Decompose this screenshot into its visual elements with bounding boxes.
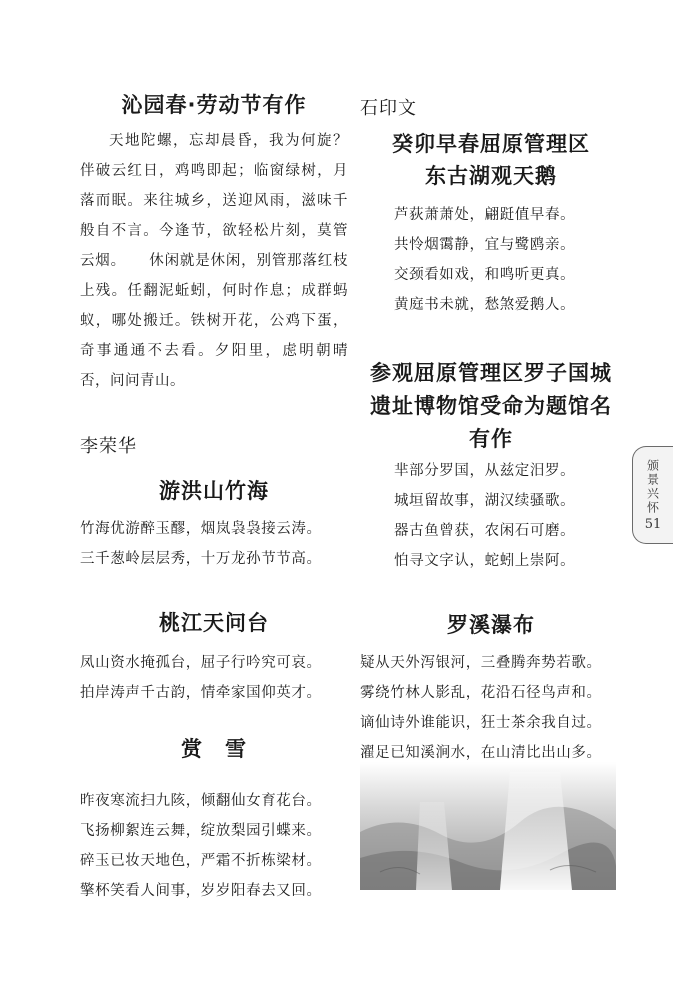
author-shi-yinwen: 石印文 bbox=[360, 98, 417, 119]
section-side-tab bbox=[632, 446, 673, 544]
poem-title-luozi-line2: 遗址博物馆受命为题馆名 bbox=[370, 394, 612, 418]
poem-body-shangxue bbox=[80, 786, 322, 906]
poem-title-taojiang: 桃江天问台 bbox=[159, 611, 269, 635]
poem-line: 拍岸涛声千古韵，情牵家国仰英才。 bbox=[80, 685, 322, 701]
poem-title-donggu-line1: 癸卯早春屈原管理区 bbox=[392, 132, 590, 156]
waterfall-illustration bbox=[360, 762, 616, 890]
poem-line: 擎杯笑看人间事，岁岁阳春去又回。 bbox=[80, 883, 322, 899]
poem-body-luoxi bbox=[360, 648, 602, 768]
poem-line: 城垣留故事，湖汉续骚歌。 bbox=[394, 493, 576, 509]
poem-line: 三千葱岭层层秀，十万龙孙节节高。 bbox=[80, 551, 322, 567]
poem-title-luozi-line3: 有作 bbox=[469, 427, 513, 451]
poem-line: 疑从天外泻银河，三叠腾奔势若歌。 bbox=[360, 655, 602, 671]
poem-line: 碎玉已妆天地色，严霜不折栋梁材。 bbox=[80, 853, 322, 869]
poem-line: 芦荻萧萧处，翩跹值早春。 bbox=[394, 207, 576, 223]
poem-line: 昨夜寒流扫九陔，倾翻仙女育花台。 bbox=[80, 793, 322, 809]
poem-line: 飞扬柳絮连云舞，绽放梨园引蝶来。 bbox=[80, 823, 322, 839]
poem-body-luozi bbox=[360, 456, 575, 576]
section-name-vertical: 颁景兴怀 bbox=[645, 458, 660, 515]
poem-body-taojiang bbox=[80, 648, 322, 708]
poem-line: 濯足已知溪涧水，在山清比出山多。 bbox=[360, 745, 602, 761]
author-li-ronghua: 李荣华 bbox=[80, 436, 137, 457]
poem-line: 竹海优游醉玉醪，烟岚袅袅接云涛。 bbox=[80, 521, 322, 537]
poem-line: 黄庭书未就，愁煞爱鹅人。 bbox=[394, 297, 576, 313]
poem-line: 怕寻文字认，蛇蚓上崇阿。 bbox=[394, 553, 576, 569]
poem-line: 交颈看如戏，和鸣听更真。 bbox=[394, 267, 576, 283]
poem-title-hongshan: 游洪山竹海 bbox=[159, 479, 269, 503]
poem-title-shangxue: 赏 雪 bbox=[181, 737, 247, 761]
poem-title-luoxi: 罗溪瀑布 bbox=[447, 613, 535, 637]
poem-line: 谪仙诗外谁能识，狂士茶余我自过。 bbox=[360, 715, 602, 731]
poem-title-luozi-line1: 参观屈原管理区罗子国城 bbox=[370, 361, 612, 385]
poem-line: 共怜烟霭静，宜与鹭鸥亲。 bbox=[394, 237, 576, 253]
poem-text-qinyuanchun: 天地陀螺，忘却晨昏，我为何旋？伴破云红日，鸡鸣即起；临窗绿树，月落而眠。来往城乡，送迎风雨，滋味千般自不言。今逢节，欲轻松片刻，莫管云烟。 休闲就是休闲，别管那落红枝上残。任翻泥蚯蚓，何时作息；成群蚂蚁，哪处搬迁。铁树开花，公鸡下蛋，奇事通通不去看。夕阳里，虑明朝晴否，问问青山。 bbox=[80, 133, 348, 389]
poem-line: 凤山资水掩孤台，屈子行吟究可哀。 bbox=[80, 655, 322, 671]
poem-body-donggu bbox=[360, 200, 575, 320]
poem-title-qinyuanchun: 沁园春·劳动节有作 bbox=[121, 93, 307, 117]
poem-body-hongshan bbox=[80, 514, 322, 574]
poem-line: 雾绕竹林人影乱，花沿石径鸟声和。 bbox=[360, 685, 602, 701]
poem-line: 器古鱼曾获，农闲石可磨。 bbox=[394, 523, 576, 539]
poem-line: 芈部分罗国，从兹定汨罗。 bbox=[394, 463, 576, 479]
poem-title-donggu-line2: 东古湖观天鹅 bbox=[425, 164, 557, 188]
page-number: 51 bbox=[644, 516, 662, 532]
